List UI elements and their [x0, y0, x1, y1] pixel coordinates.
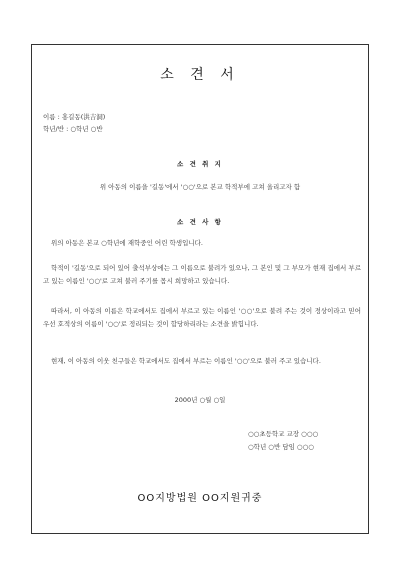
paragraph-3: 따라서, 이 아동의 이름은 학교에서도 집에서 부르고 있는 이름인 '○○'으로 불려 주는 것이 정상이라고 믿어 우선 호적상의 이름이 '○○'로 정리되는 것이 합당하리라는 소견을 밝힙니다. — [43, 307, 361, 328]
document-title: 소 견 서 — [160, 67, 240, 83]
paragraph-1: 위의 아동은 본교 ○학년에 재학중인 어린 학생입니다. — [51, 239, 203, 247]
signer-teacher: ○학년 ○반 담임 ○○○ — [248, 443, 314, 451]
document-date: 2000년 ○월 ○일 — [174, 396, 226, 404]
section-heading-details: 소 견 사 항 — [177, 218, 223, 226]
purpose-text: 위 아동의 이름을 '길동'에서 '○○'으로 본교 학적부에 고쳐 올리고자 함 — [99, 183, 301, 191]
court-addressee: OO지방법원 OO지원귀중 — [137, 493, 263, 504]
name-line: 이름 : 홍길동(洪吉洞) — [43, 113, 106, 121]
paragraph-2: 학적이 '길동'으로 되어 있어 출석부상에는 그 이름으로 불려가 있으나, 그 본인 및 그 부모가 현재 집에서 부르고 있는 이름인 '○○'로 고쳐 불러 주기를 몹시 희망하고 있습니다. — [43, 264, 361, 285]
signer-principal: ○○초등학교 교장 ○○○ — [248, 430, 319, 438]
section-heading-purpose: 소 견 취 지 — [177, 160, 223, 168]
class-line: 학년/반 : ○학년 ○반 — [43, 125, 103, 133]
paragraph-4: 현재, 이 아동의 이웃 친구들은 학교에서도 집에서 부르는 이름인 '○○'으로 불러 주고 있습니다. — [51, 357, 321, 365]
